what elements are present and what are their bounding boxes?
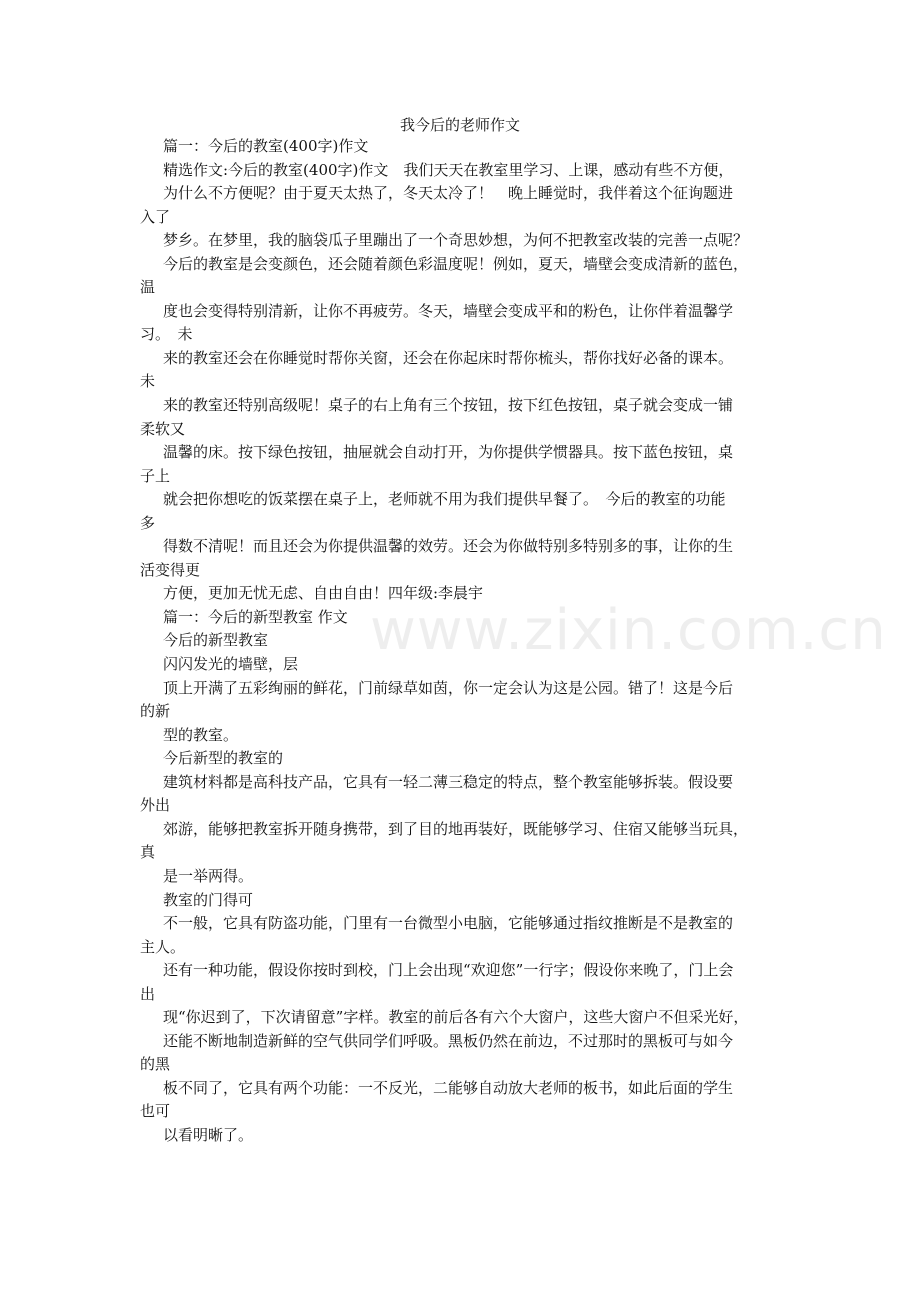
text-line: 今后新型的教室的 — [163, 749, 284, 768]
text-line: 的黑 — [140, 1055, 171, 1074]
text-line: 闪闪发光的墙壁，层 — [163, 655, 299, 674]
text-line: 出 — [140, 984, 156, 1003]
text-line: 就会把你想吃的饭菜摆在桌子上，老师就不用为我们提供早餐了。 今后的教室的功能 — [163, 490, 726, 509]
text-line: 子上 — [140, 466, 171, 485]
text-line: 主人。 — [140, 937, 186, 956]
text-line: 真 — [140, 843, 156, 862]
text-line: 篇一：今后的教室(400字)作文 — [163, 137, 369, 155]
text-line: 今后的新型教室 — [163, 631, 269, 650]
text-line: 精选作文:今后的教室(400字)作文 我们天天在教室里学习、上课，感动有些不方便， — [163, 160, 734, 179]
text-line: 现“你迟到了，下次请留意”字样。教室的前后各有六个大窗户，这些大窗户不但采光好， — [163, 1008, 749, 1027]
text-line: 还有一种功能，假设你按时到校，门上会出现“欢迎您”一行字；假设你来晚了，门上会 — [163, 961, 734, 980]
text-line: 温 — [140, 278, 156, 297]
text-line: 是一举两得。 — [163, 866, 254, 885]
text-line: 来的教室还会在你睡觉时帮你关窗，还会在你起床时帮你梳头，帮你找好必备的课本。 — [163, 348, 734, 367]
text-line: 活变得更 — [140, 560, 201, 579]
text-line: 柔软又 — [140, 419, 186, 438]
text-line: 以看明晰了。 — [163, 1125, 254, 1144]
text-line: 方便，更加无忧无虑、自由自由！四年级:李晨宇 — [163, 584, 484, 603]
text-line: 篇一：今后的新型教室 作文 — [163, 607, 348, 626]
text-line: 板不同了，它具有两个功能：一不反光，二能够自动放大老师的板书，如此后面的学生 — [163, 1078, 734, 1097]
text-line: 郊游，能够把教室拆开随身携带，到了目的地再装好，既能够学习、住宿又能够当玩具， — [163, 819, 749, 838]
text-line: 入了 — [140, 207, 171, 226]
text-line: 顶上开满了五彩绚丽的鲜花，门前绿草如茵，你一定会认为这是公园。错了！这是今后 — [163, 678, 734, 697]
text-line: 也可 — [140, 1102, 171, 1121]
text-line: 多 — [140, 513, 156, 532]
text-line: 型的教室。 — [163, 725, 239, 744]
text-line: 习。 未 — [140, 325, 193, 344]
text-line: 度也会变得特别清新，让你不再疲劳。冬天，墙壁会变成平和的粉色，让你伴着温馨学 — [163, 301, 734, 320]
text-line: 建筑材料都是高科技产品，它具有一轻二薄三稳定的特点，整个教室能够拆装。假设要 — [163, 772, 734, 791]
text-line: 温馨的床。按下绿色按钮，抽屉就会自动打开，为你提供学惯器具。按下蓝色按钮，桌 — [163, 443, 734, 462]
text-line: 梦乡。在梦里，我的脑袋瓜子里蹦出了一个奇思妙想，为何不把教室改装的完善一点呢？ — [163, 231, 749, 250]
text-line: 为什么不方便呢？由于夏天太热了，冬天太冷了！ 晚上睡觉时，我伴着这个征询题进 — [163, 184, 734, 203]
text-line: 今后的教室是会变颜色，还会随着颜色彩温度呢！例如，夏天，墙壁会变成清新的蓝色， — [163, 254, 749, 273]
text-line: 外出 — [140, 796, 171, 815]
text-line: 来的教室还特别高级呢！桌子的右上角有三个按钮，按下红色按钮，桌子就会变成一铺 — [163, 396, 734, 415]
text-line: 得数不清呢！而且还会为你提供温馨的效劳。还会为你做特别多特别多的事，让你的生 — [163, 537, 734, 556]
text-line: 未 — [140, 372, 156, 391]
text-line: 不一般，它具有防盗功能，门里有一台微型小电脑，它能够通过指纹推断是不是教室的 — [163, 914, 734, 933]
document-title: 我今后的老师作文 — [399, 116, 520, 134]
text-line: 还能不断地制造新鲜的空气供同学们呼吸。黑板仍然在前边，不过那时的黑板可与如今 — [163, 1031, 734, 1050]
watermark: www.zixin.com.cn — [370, 598, 887, 663]
text-line: 教室的门得可 — [163, 890, 254, 909]
document-body — [140, 135, 790, 1148]
text-line: 的新 — [140, 702, 171, 721]
